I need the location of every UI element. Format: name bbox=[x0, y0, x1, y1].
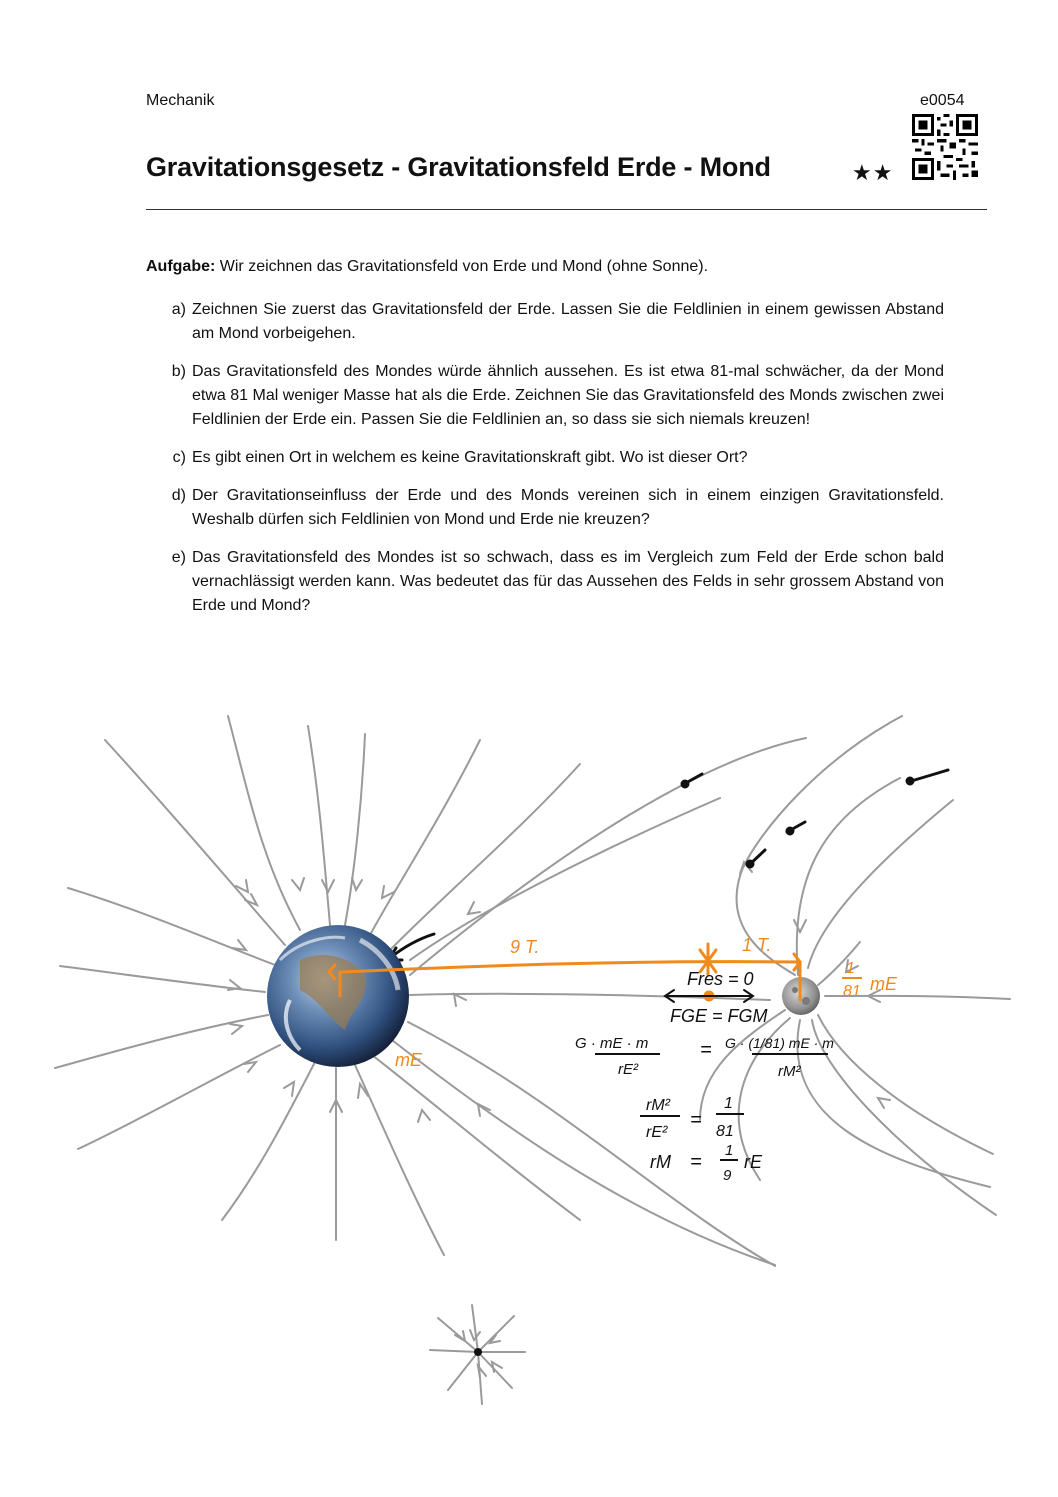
question-text: Der Gravitationseinfluss der Erde und des Monds vereinen sich in einem einzigen Gravitationsfeld. Weshalb dürfen sich Feldlinien von Mond und Erde nie kreuzen? bbox=[192, 487, 944, 528]
question-text: Das Gravitationsfeld des Mondes würde ähnlich aussehen. Es ist etwa 81-mal schwächer, da der Mond etwa 81 Mal weniger Masse hat als die Erde. Zeichnen Sie das Gravitationsfeld des Monds zwischen zwei Feldlinien der Erde ein. Passen Sie die Feldlinien an, so dass sie sich niemals kreuzen! bbox=[192, 363, 944, 428]
earth-field-lines bbox=[55, 716, 806, 1266]
earth-mass-label: mE bbox=[395, 1050, 422, 1070]
rhs-denominator: rM² bbox=[778, 1063, 801, 1080]
ratio-value-num: 1 bbox=[724, 1095, 733, 1112]
lhs-denominator: rE² bbox=[618, 1061, 638, 1078]
ratio-denominator: rE² bbox=[646, 1124, 668, 1141]
third-mass-dot bbox=[474, 1348, 482, 1356]
ratio-value-den: 81 bbox=[716, 1123, 734, 1140]
rm-frac-den: 9 bbox=[723, 1167, 732, 1184]
task-text: Wir zeichnen das Gravitationsfeld von Erde und Mond (ohne Sonne). bbox=[215, 258, 709, 275]
rm-equals: = bbox=[690, 1151, 702, 1173]
question-text: Zeichnen Sie zuerst das Gravitationsfeld der Erde. Lassen Sie die Feldlinien in einem gewissen Abstand am Mond vorbeigehen. bbox=[192, 301, 944, 342]
moon-field-ticks bbox=[388, 770, 948, 960]
question-label: a) bbox=[171, 301, 186, 318]
rhs-numerator: G · (1/81) mE · m bbox=[725, 1035, 834, 1051]
ratio-moon-label: 1 T. bbox=[742, 935, 772, 955]
lhs-numerator: G · mE · m bbox=[575, 1035, 649, 1052]
moon-mass-den: 81 bbox=[843, 983, 861, 1000]
moon-mass-sym: mE bbox=[870, 974, 897, 994]
moon-field-lines bbox=[700, 716, 1010, 1215]
question-text: Es gibt einen Ort in welchem es keine Gravitationskraft gibt. Wo ist dieser Ort? bbox=[192, 449, 748, 466]
exercise-code: e0054 bbox=[920, 92, 965, 109]
rm-frac-num: 1 bbox=[725, 1142, 734, 1159]
difficulty-stars: ★★ bbox=[852, 160, 894, 185]
equals-sign: = bbox=[700, 1039, 712, 1061]
task-label: Aufgabe: bbox=[146, 258, 216, 275]
moon-mass-num: 1 bbox=[846, 960, 855, 977]
question-label: e) bbox=[171, 549, 186, 566]
ratio-numerator: rM² bbox=[646, 1097, 670, 1114]
rm-right: rE bbox=[744, 1152, 762, 1172]
ratio-earth-label: 9 T. bbox=[510, 937, 540, 957]
resultant-force-label: Fres = 0 bbox=[687, 969, 754, 989]
force-balance-label: FGE = FGM bbox=[670, 1006, 768, 1026]
subject-label: Mechanik bbox=[146, 92, 215, 109]
question-label: c) bbox=[172, 449, 186, 466]
ratio-equals: = bbox=[690, 1109, 702, 1131]
page-title: Gravitationsgesetz - Gravitationsfeld Erde - Mond bbox=[146, 152, 771, 182]
question-label: d) bbox=[171, 487, 186, 504]
question-label: b) bbox=[171, 363, 186, 380]
earth-icon bbox=[267, 925, 409, 1067]
rm-left: rM bbox=[650, 1152, 671, 1172]
question-text: Das Gravitationsfeld des Mondes ist so schwach, dass es im Vergleich zum Feld der Erde schon bald vernachlässigt werden kann. Was bedeutet das für das Aussehen des Felds in sehr grossem Abstand von Erde und Mond? bbox=[192, 549, 944, 614]
